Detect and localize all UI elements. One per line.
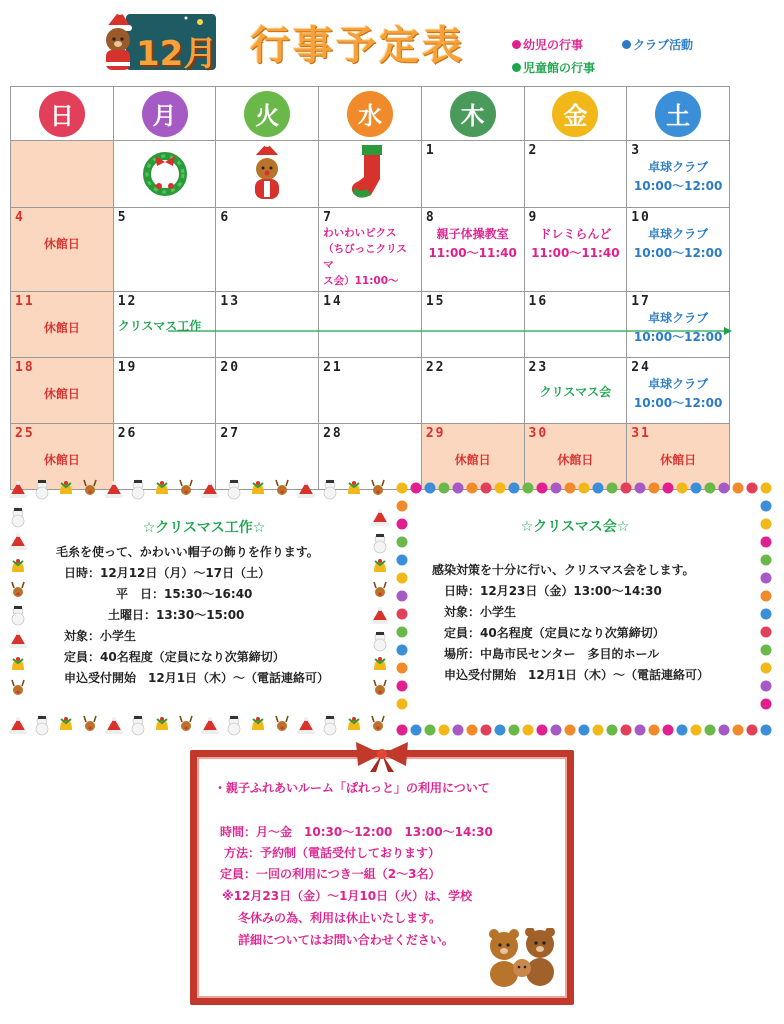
- day-number: 19: [117, 360, 138, 375]
- event-oyako: 親子体操教室: [436, 227, 509, 241]
- weekday-sun: [11, 87, 114, 141]
- day-cell-2: [524, 141, 627, 208]
- party-line: 対象：小学生: [444, 605, 517, 619]
- event-waiwai: わいわいピクス: [323, 227, 397, 239]
- day-cell-22: [421, 358, 524, 424]
- room-line: 方法：予約制（電話受付しております）: [224, 846, 441, 860]
- day-number: 4: [15, 210, 25, 225]
- weekday-label: 木: [450, 91, 496, 137]
- event-table-tennis: 卓球クラブ: [648, 160, 709, 174]
- day-cell-14: [319, 292, 422, 358]
- calendar-table: [10, 86, 730, 490]
- day-number: 16: [528, 294, 549, 309]
- day-cell-3: [627, 141, 730, 208]
- craft-line: 毛糸を使って、かわいい帽子の飾りを作ります。: [56, 545, 319, 559]
- craft-line: 平 日：15:30〜16:40: [116, 587, 253, 601]
- day-cell-15: [421, 292, 524, 358]
- day-number: 24: [631, 360, 651, 375]
- day-number: 21: [323, 360, 343, 375]
- day-cell-1: [421, 141, 524, 208]
- weekday-label: 火: [244, 91, 290, 137]
- day-cell-7: [319, 208, 422, 292]
- craft-title: ☆クリスマス工作☆: [142, 520, 266, 536]
- room-title: ・親子ふれあいルーム「ぱれっと」の利用について: [214, 781, 490, 795]
- day-cell-empty: [319, 141, 422, 208]
- day-cell-21: [319, 358, 422, 424]
- legend-dot: [622, 40, 631, 49]
- room-line: ※12月23日（金）〜1月10日（火）は、学校: [222, 889, 473, 903]
- weekday-label: 日: [39, 91, 85, 137]
- weekday-header-row: [11, 87, 730, 141]
- event-waiwai: ス会）11:00〜: [323, 275, 399, 287]
- day-cell-16: [524, 292, 627, 358]
- craft-line: 定員：40名程度（定員になり次第締切）: [64, 650, 285, 664]
- day-number: 10: [631, 210, 651, 225]
- day-cell-empty: [113, 141, 216, 208]
- event-span-arrow: [168, 326, 734, 336]
- day-number: 3: [631, 143, 642, 158]
- closed-label: 休館日: [660, 453, 697, 467]
- craft-line: 対象：小学生: [64, 629, 137, 643]
- closed-label: 休館日: [454, 453, 491, 467]
- event-time: 10:00〜12:00: [633, 330, 723, 344]
- calendar-week: [11, 208, 730, 292]
- closed-label: 休館日: [557, 453, 594, 467]
- weekday-label: 水: [347, 91, 393, 137]
- legend-item-children: [512, 59, 595, 76]
- event-time: 10:00〜12:00: [633, 246, 723, 260]
- weekday-wed: [319, 87, 422, 141]
- day-cell-20: [216, 358, 319, 424]
- weekday-tue: [216, 87, 319, 141]
- day-cell-empty: [216, 141, 319, 208]
- day-number: 2: [528, 143, 539, 158]
- closed-label: 休館日: [43, 237, 80, 251]
- day-number: 27: [220, 426, 241, 441]
- day-number: 30: [528, 426, 549, 441]
- day-number: 6: [220, 210, 231, 225]
- room-line: 詳細についてはお問い合わせください。: [238, 933, 454, 947]
- day-number: 7: [323, 210, 333, 225]
- party-line: 日時：12月23日（金）13:00〜14:30: [444, 584, 662, 598]
- weekday-mon: [113, 87, 216, 141]
- weekday-label: 月: [142, 91, 188, 137]
- day-cell-5: [113, 208, 216, 292]
- page-title: 行事予定表: [250, 23, 465, 69]
- day-number: 1: [425, 143, 436, 158]
- legend-label: クラブ活動: [633, 38, 694, 52]
- event-time: 11:00〜11:40: [531, 246, 620, 260]
- craft-line: 申込受付開始 12月1日（木）〜（電話連絡可）: [64, 671, 330, 685]
- border-bottom: [9, 716, 384, 735]
- border-top: [9, 480, 384, 499]
- legend-item-club: [622, 36, 693, 53]
- border-left: [9, 508, 27, 695]
- day-number: 12: [117, 294, 138, 309]
- day-cell-17: [627, 292, 730, 358]
- craft-line: 土曜日：13:30〜15:00: [108, 608, 245, 622]
- day-number: 8: [425, 210, 436, 225]
- calendar-week: [11, 358, 730, 424]
- day-cell-19: [113, 358, 216, 424]
- day-cell-12: [113, 292, 216, 358]
- day-number: 15: [425, 294, 446, 309]
- day-number: 29: [425, 426, 446, 441]
- room-line: 時間：月〜金 10:30〜12:00 13:00〜14:30: [220, 825, 493, 839]
- day-number: 9: [528, 210, 539, 225]
- day-cell-24: [627, 358, 730, 424]
- event-table-tennis: 卓球クラブ: [648, 377, 709, 391]
- weekday-label: 金: [552, 91, 598, 137]
- day-number: 31: [631, 426, 651, 441]
- party-title: ☆クリスマス会☆: [520, 519, 630, 535]
- day-number: 28: [323, 426, 343, 441]
- event-time: 11:00〜11:40: [428, 246, 517, 260]
- day-cell-9: [524, 208, 627, 292]
- day-number: 13: [220, 294, 241, 309]
- day-cell-6: [216, 208, 319, 292]
- party-line: 感染対策を十分に行い、クリスマス会をします。: [432, 563, 695, 577]
- event-doremi: ドレミらんど: [539, 227, 612, 241]
- calendar-week: [11, 141, 730, 208]
- day-number: 22: [425, 360, 446, 375]
- day-number: 23: [528, 360, 549, 375]
- event-time: 10:00〜12:00: [633, 396, 723, 410]
- weekday-sat: [627, 87, 730, 141]
- calendar-week: [11, 292, 730, 358]
- day-number: 11: [15, 294, 35, 309]
- christmas-stocking-icon: [345, 143, 395, 201]
- event-xmas-craft: クリスマス工作: [117, 319, 202, 333]
- weekday-fri: [524, 87, 627, 141]
- event-waiwai: （ちびっこクリスマ: [323, 243, 407, 271]
- ribbon-bow-icon: [352, 740, 412, 772]
- event-table-tennis: 卓球クラブ: [648, 227, 709, 241]
- ornaments-right: [761, 501, 772, 710]
- event-time: 10:00〜12:00: [633, 179, 723, 193]
- day-number: 14: [323, 294, 343, 309]
- border-right: [371, 509, 389, 695]
- day-cell-10: [627, 208, 730, 292]
- ornaments-top: [397, 483, 772, 494]
- ornaments-left: [397, 501, 408, 710]
- legend-dot: [512, 40, 521, 49]
- legend-dot: [512, 63, 521, 72]
- day-cell-4: [11, 208, 114, 292]
- day-cell-23: [524, 358, 627, 424]
- wreath-icon: [139, 146, 191, 198]
- month-label: 12月: [136, 34, 218, 74]
- ornaments-bottom: [397, 725, 772, 736]
- party-line: 定員：40名程度（定員になり次第締切）: [444, 626, 665, 640]
- closed-label: 休館日: [43, 321, 80, 335]
- day-cell-empty: [11, 141, 114, 208]
- bear-family-illustration: [486, 928, 562, 988]
- day-number: 26: [117, 426, 138, 441]
- legend-item-infant: [512, 36, 583, 53]
- day-number: 17: [631, 294, 651, 309]
- room-line: 冬休みの為、利用は休止いたします。: [238, 911, 442, 925]
- day-cell-11: [11, 292, 114, 358]
- day-number: 25: [15, 426, 35, 441]
- reindeer-santa-icon: [242, 143, 292, 201]
- day-cell-13: [216, 292, 319, 358]
- day-number: 5: [117, 210, 128, 225]
- day-cell-8: [421, 208, 524, 292]
- weekday-label: 土: [655, 91, 701, 137]
- closed-label: 休館日: [43, 387, 80, 401]
- event-table-tennis: 卓球クラブ: [648, 311, 709, 325]
- day-cell-18: [11, 358, 114, 424]
- room-line: 定員：一回の利用につき一組（2〜3名）: [220, 867, 441, 881]
- event-xmas-party: クリスマス会: [539, 385, 612, 399]
- day-number: 18: [15, 360, 35, 375]
- month-badge: [96, 8, 220, 74]
- closed-label: 休館日: [43, 453, 80, 467]
- party-line: 申込受付開始 12月1日（木）〜（電話連絡可）: [444, 668, 710, 682]
- legend-label: 児童館の行事: [523, 61, 596, 75]
- day-number: 20: [220, 360, 241, 375]
- craft-line: 日時：12月12日（月）〜17日（土）: [64, 566, 271, 580]
- party-line: 場所：中島市民センター 多目的ホール: [444, 647, 660, 661]
- legend-label: 幼児の行事: [523, 38, 584, 52]
- weekday-thu: [421, 87, 524, 141]
